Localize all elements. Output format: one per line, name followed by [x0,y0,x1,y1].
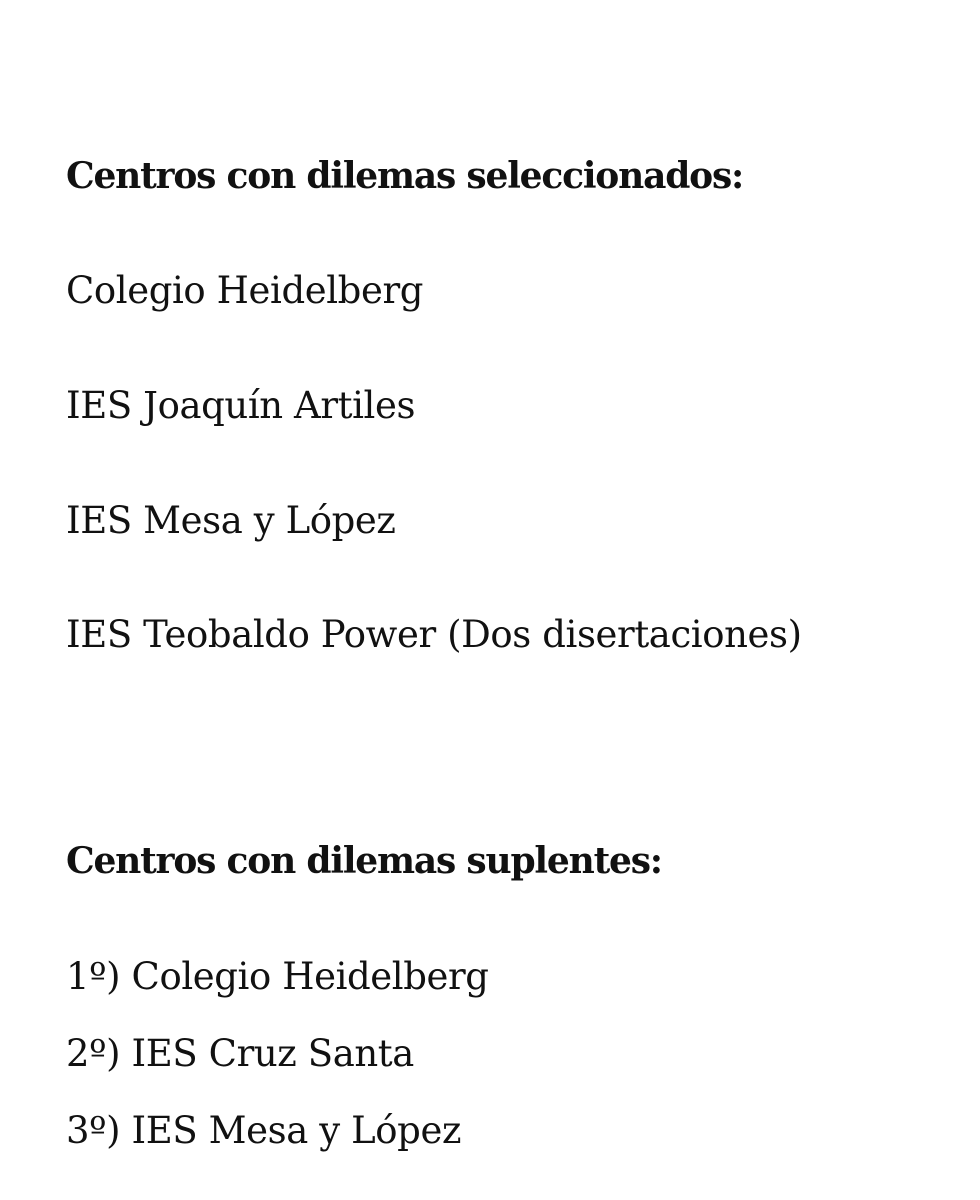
selected-center-item: IES Joaquín Artiles [66,384,416,427]
selected-center-item: IES Teobaldo Power (Dos disertaciones) [66,613,802,656]
substitute-center-item: 1º) Colegio Heidelberg [66,955,489,998]
substitute-center-item: 2º) IES Cruz Santa [66,1032,414,1075]
substitute-centers-heading: Centros con dilemas suplentes: [66,840,662,882]
selected-centers-heading: Centros con dilemas seleccionados: [66,155,744,197]
selected-center-item: Colegio Heidelberg [66,269,424,312]
substitute-center-item: 3º) IES Mesa y López [66,1109,462,1152]
selected-center-item: IES Mesa y López [66,499,396,542]
